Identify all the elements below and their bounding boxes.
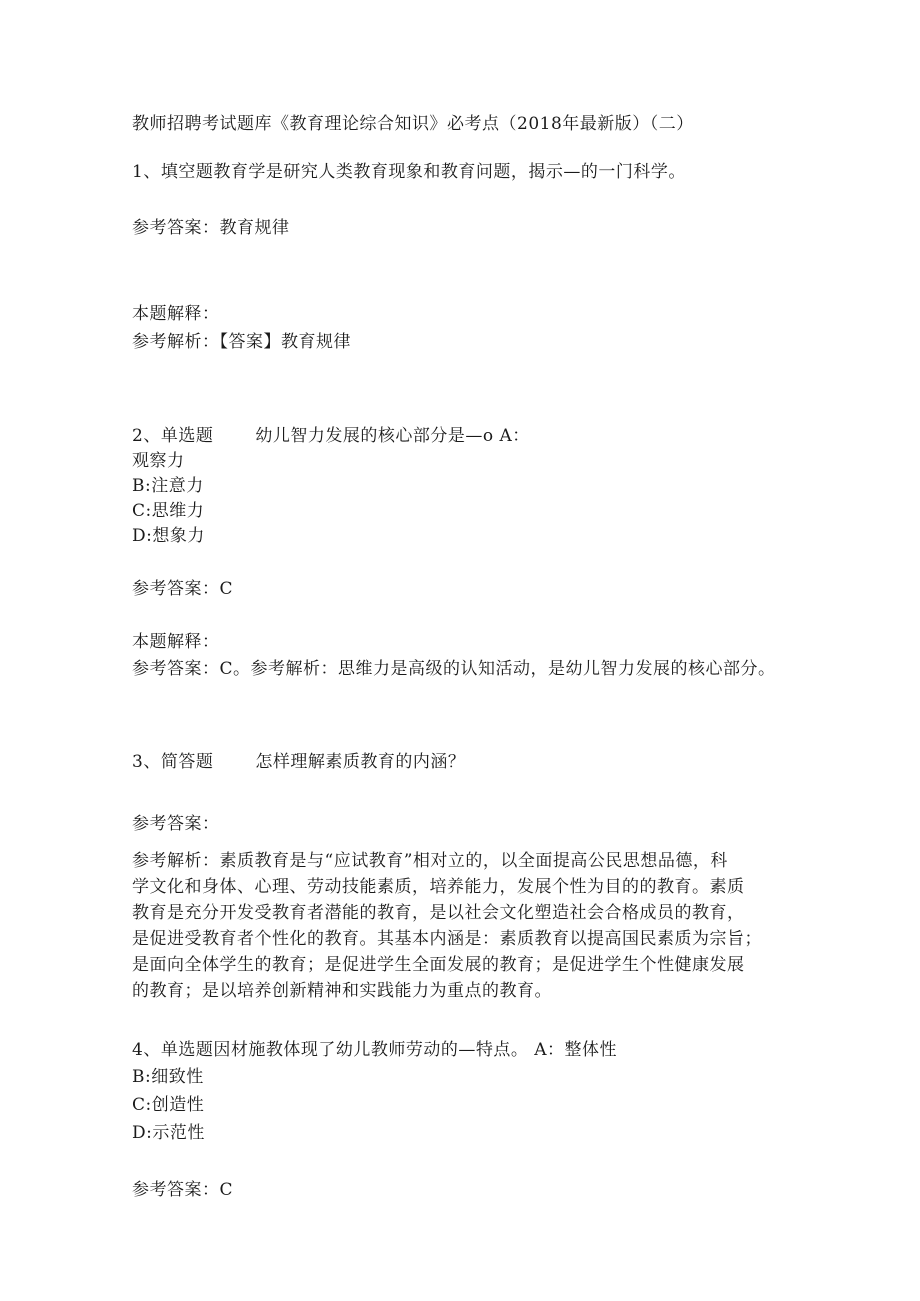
q2-option-a: 观察力 — [132, 451, 185, 471]
q3-explanation — [132, 848, 797, 1004]
q2-type: 2、单选题 — [132, 426, 214, 446]
q2-explanation-label: 本题解释： — [132, 632, 220, 652]
q3-answer: 参考答案： — [132, 814, 220, 834]
q4-option-c: C:创造性 — [132, 1095, 205, 1115]
q3-type: 3、简答题 — [132, 752, 214, 772]
q2-question — [132, 423, 530, 449]
q2-option-c: C:思维力 — [132, 501, 205, 521]
q1-question: 1、填空题教育学是研究人类教育现象和教育问题，揭示—的一门科学。 — [132, 162, 686, 182]
q3-explanation-line: 学文化和身体、心理、劳动技能素质，培养能力，发展个性为目的的教育。素质 — [132, 877, 745, 897]
q2-answer: 参考答案：C — [132, 579, 234, 599]
q4-answer: 参考答案：C — [132, 1180, 234, 1200]
q4-question: 4、单选题因材施教体现了幼儿教师劳动的—特点。 A：整体性 — [132, 1040, 617, 1060]
q3-explanation-line: 教育是充分开发受教育者潜能的教育，是以社会文化塑造社会合格成员的教育， — [132, 903, 745, 923]
q2-option-b: B:注意力 — [132, 476, 204, 496]
q1-explanation: 参考解析：【答案】教育规律 — [132, 332, 351, 352]
q1-explanation-label: 本题解释： — [132, 304, 220, 324]
q1-answer: 参考答案：教育规律 — [132, 218, 290, 238]
q3-explanation-line: 的教育；是以培养创新精神和实践能力为重点的教育。 — [132, 981, 552, 1001]
q3-stem: 怎样理解素质教育的内涵？ — [255, 752, 466, 772]
q4-option-d: D:示范性 — [132, 1123, 205, 1143]
q3-explanation-line: 是促进受教育者个性化的教育。其基本内涵是：素质教育以提高国民素质为宗旨； — [132, 929, 762, 949]
q3-explanation-line: 参考解析：素质教育是与“应试教育”相对立的，以全面提高公民思想品德，科 — [132, 851, 728, 871]
q2-stem: 幼儿智力发展的核心部分是—o A： — [255, 426, 530, 446]
q2-explanation: 参考答案：C。参考解析：思维力是高级的认知活动，是幼儿智力发展的核心部分。 — [132, 659, 776, 679]
q4-option-b: B:细致性 — [132, 1067, 204, 1087]
q2-option-d: D:想象力 — [132, 526, 205, 546]
q3-question — [132, 749, 465, 775]
q3-explanation-line: 是面向全体学生的教育；是促进学生全面发展的教育；是促进学生个性健康发展 — [132, 955, 745, 975]
document-title: 教师招聘考试题库《教育理论综合知识》必考点（2018年最新版）（二） — [132, 114, 694, 134]
